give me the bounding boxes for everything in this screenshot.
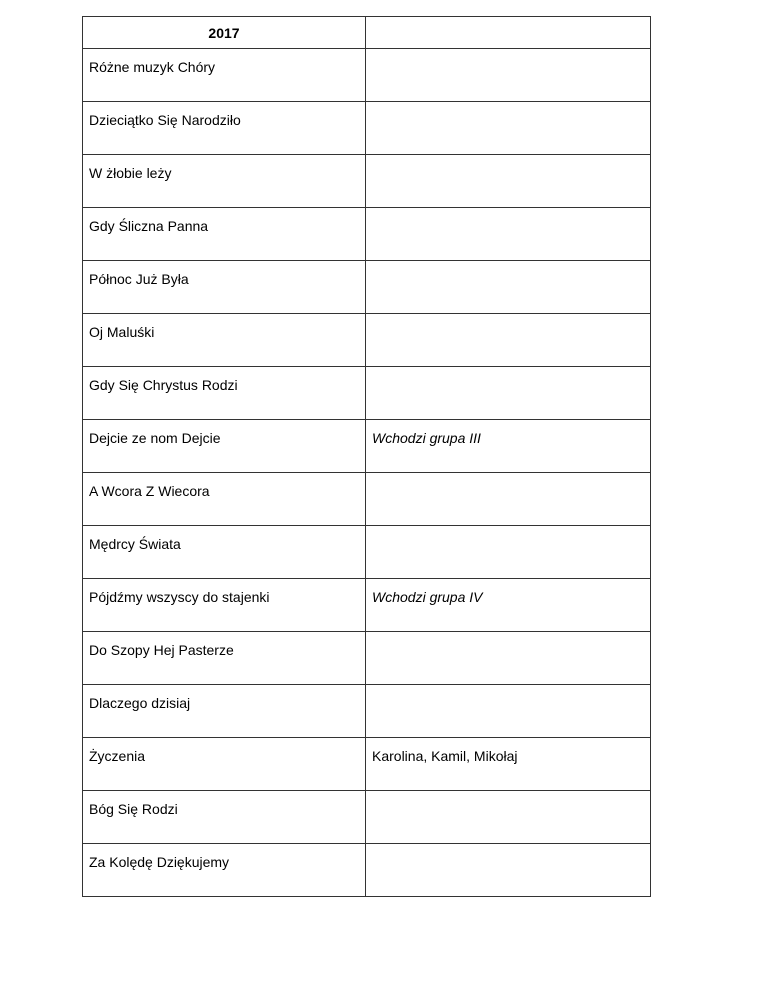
note-cell: [366, 314, 651, 367]
note-cell: Wchodzi grupa IV: [366, 579, 651, 632]
note-cell: [366, 632, 651, 685]
song-title-cell: Dzieciątko Się Narodziło: [83, 102, 366, 155]
table-row: [83, 261, 651, 314]
song-title-cell: Dlaczego dzisiaj: [83, 685, 366, 738]
table-row: [83, 314, 651, 367]
song-title-cell: Różne muzyk Chóry: [83, 49, 366, 102]
song-title-cell: Bóg Się Rodzi: [83, 791, 366, 844]
table-row: [83, 526, 651, 579]
song-title-cell: Gdy Się Chrystus Rodzi: [83, 367, 366, 420]
song-title-cell: Mędrcy Świata: [83, 526, 366, 579]
table-row: [83, 102, 651, 155]
song-title-cell: Północ Już Była: [83, 261, 366, 314]
note-cell: [366, 791, 651, 844]
song-title-cell: Życzenia: [83, 738, 366, 791]
table-row: [83, 208, 651, 261]
song-title-cell: Gdy Śliczna Panna: [83, 208, 366, 261]
song-title-cell: Do Szopy Hej Pasterze: [83, 632, 366, 685]
table-row: [83, 738, 651, 791]
note-cell: [366, 261, 651, 314]
note-cell: [366, 102, 651, 155]
table-row: [83, 791, 651, 844]
note-cell: [366, 473, 651, 526]
song-title-cell: Oj Maluśki: [83, 314, 366, 367]
note-cell: [366, 155, 651, 208]
table-row: [83, 420, 651, 473]
table-row: [83, 473, 651, 526]
table-row: [83, 579, 651, 632]
note-cell: Wchodzi grupa III: [366, 420, 651, 473]
table-row: [83, 685, 651, 738]
table-row: [83, 49, 651, 102]
table-row: [83, 155, 651, 208]
song-title-cell: Za Kolędę Dziękujemy: [83, 844, 366, 897]
note-cell: [366, 49, 651, 102]
table-row: [83, 632, 651, 685]
year-header: 2017: [83, 17, 366, 49]
note-cell: [366, 208, 651, 261]
song-title-cell: A Wcora Z Wiecora: [83, 473, 366, 526]
program-table: [82, 16, 651, 897]
table-row: [83, 367, 651, 420]
song-title-cell: W żłobie leży: [83, 155, 366, 208]
note-cell: Karolina, Kamil, Mikołaj: [366, 738, 651, 791]
note-cell: [366, 526, 651, 579]
note-cell: [366, 685, 651, 738]
note-cell: [366, 367, 651, 420]
empty-header-cell: [366, 17, 651, 49]
table-row: [83, 844, 651, 897]
note-cell: [366, 844, 651, 897]
table-header-row: [83, 17, 651, 49]
table-body: [83, 49, 651, 897]
song-title-cell: Pójdźmy wszyscy do stajenki: [83, 579, 366, 632]
song-title-cell: Dejcie ze nom Dejcie: [83, 420, 366, 473]
